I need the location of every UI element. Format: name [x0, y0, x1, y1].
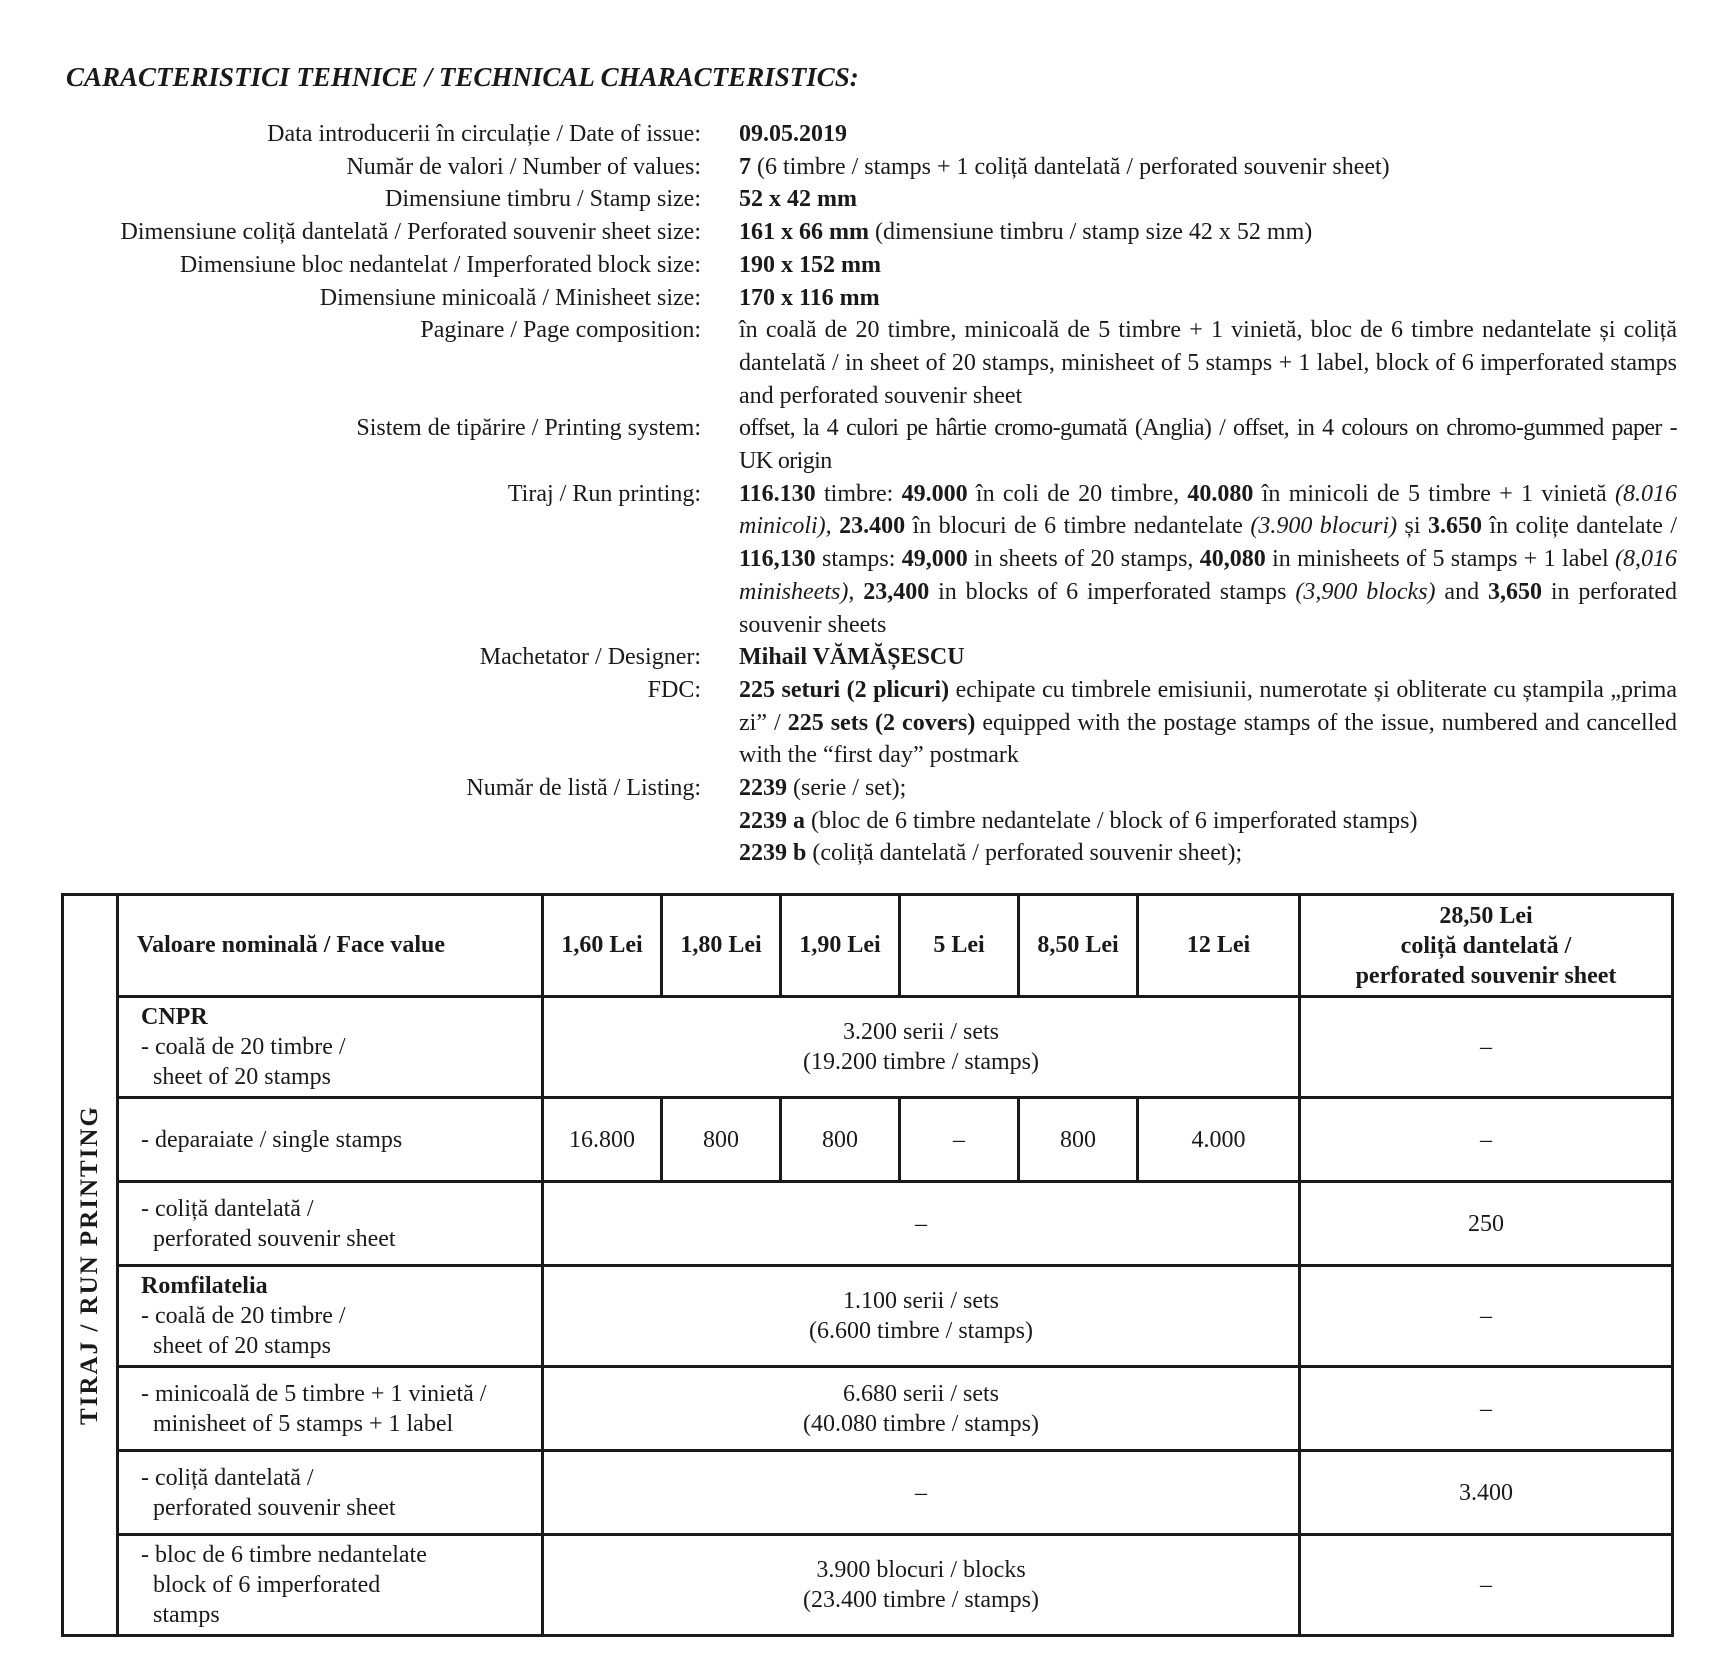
- table-row: [63, 1182, 1673, 1266]
- spec-value: [739, 118, 1677, 151]
- run-text: în colițe dantelate /: [1482, 513, 1677, 540]
- run-text: ,: [848, 578, 864, 605]
- face-value: 1,60 Lei: [543, 895, 662, 997]
- sheet-size-value: 161 x 66 mm: [739, 219, 869, 246]
- row-label: [118, 997, 543, 1098]
- face-value: 12 Lei: [1138, 895, 1300, 997]
- run-text: in minisheets of 5 stamps + 1 label: [1265, 546, 1616, 573]
- section-title: CARACTERISTICI TEHNICE / TECHNICAL CHARACTERISTICS:: [66, 62, 859, 92]
- run-note: (3.900 blocuri): [1250, 513, 1398, 540]
- face-value: 8,50 Lei: [1019, 895, 1138, 997]
- table-cell: –: [900, 1098, 1019, 1182]
- table-row: [63, 997, 1673, 1098]
- block-size-value: 190 x 152 mm: [739, 251, 881, 278]
- row-label-line: block of 6 imperforated: [153, 1572, 381, 1598]
- side-label: TIRAJ / RUN PRINTING: [76, 1105, 103, 1425]
- organization-name: CNPR: [141, 1004, 208, 1030]
- spec-label: Dimensiune minicoală / Minisheet size:: [319, 284, 701, 311]
- spec-row-designer: [40, 641, 1680, 674]
- fdc-text: echipate cu timbrele emisiunii, numerotate și obliterate cu ștampila „prima zi” /: [739, 676, 1677, 736]
- table-cell: –: [1300, 1535, 1673, 1636]
- table-row: [63, 1098, 1673, 1182]
- cell-line: (19.200 timbre / stamps): [803, 1049, 1039, 1075]
- run-text: stamps:: [815, 546, 902, 573]
- organization-name: Romfilatelia: [141, 1273, 268, 1299]
- listing-line: [739, 805, 1677, 838]
- spec-label: Data introducerii în circulație / Date of issue:: [267, 121, 701, 147]
- run-blocks-en: 23,400: [863, 578, 930, 605]
- run-minisheets-ro: 40.080: [1187, 480, 1254, 507]
- table-cell: [543, 1367, 1300, 1451]
- run-text: timbre:: [815, 480, 902, 507]
- run-blocks-ro: 23.400: [839, 513, 906, 540]
- spec-row-stamp-size: [40, 183, 1680, 216]
- run-text: in sheets of 20 stamps,: [967, 546, 1200, 573]
- run-note: (3,900 blocks): [1295, 578, 1436, 605]
- table-cell: 4.000: [1138, 1098, 1300, 1182]
- spec-label: Machetator / Designer:: [479, 644, 701, 671]
- row-label-line: sheet of 20 stamps: [153, 1333, 331, 1359]
- cell-line: (23.400 timbre / stamps): [803, 1587, 1039, 1613]
- spec-value: [739, 282, 1677, 315]
- spec-row-listing: [40, 772, 1680, 870]
- run-minisheets-en: 40,080: [1199, 546, 1266, 573]
- side-label-cell: [63, 895, 118, 1636]
- table-cell: –: [1300, 1266, 1673, 1367]
- table-cell: [543, 1266, 1300, 1367]
- run-text: in blocks of 6 imperforated stamps: [929, 578, 1296, 605]
- row-label: [118, 1098, 543, 1182]
- spec-value: [739, 151, 1677, 184]
- table-cell: –: [1300, 1098, 1673, 1182]
- spec-row-page-composition: [40, 314, 1680, 412]
- run-total-ro: 116.130: [739, 480, 816, 507]
- listing-text: (bloc de 6 timbre nedantelate / block of 6 imperforated stamps): [805, 807, 1418, 834]
- table-cell: 3.400: [1300, 1451, 1673, 1535]
- run-text: in perforated souvenir sheets: [739, 578, 1678, 638]
- listing-text: (coliță dantelată / perforated souvenir sheet);: [806, 840, 1243, 867]
- cell-line: 3.900 blocuri / blocks: [816, 1557, 1026, 1583]
- run-sheets-en: 49,000: [901, 546, 968, 573]
- spec-row-block-size: [40, 249, 1680, 282]
- spec-row-printing-system: [40, 412, 1680, 477]
- face-value: 5 Lei: [900, 895, 1019, 997]
- table-row: [63, 1367, 1673, 1451]
- table-row: [63, 1535, 1673, 1636]
- spec-label: Paginare / Page composition:: [420, 317, 701, 344]
- table-row: [63, 1266, 1673, 1367]
- spec-label: Număr de listă / Listing:: [466, 775, 701, 802]
- row-label-line: perforated souvenir sheet: [153, 1494, 396, 1521]
- row-label-line: - bloc de 6 timbre nedantelate: [141, 1542, 427, 1568]
- stamp-size-value: 52 x 42 mm: [739, 186, 857, 213]
- designer-name: Mihail VĂMĂȘESCU: [739, 644, 965, 671]
- cell-line: (6.600 timbre / stamps): [809, 1318, 1033, 1344]
- row-label-line: stamps: [153, 1602, 220, 1628]
- spec-row-fdc: [40, 674, 1680, 772]
- spec-label: Sistem de tipărire / Printing system:: [356, 415, 701, 442]
- header-line: perforated souvenir sheet: [1355, 962, 1617, 989]
- cell-line: 3.200 serii / sets: [843, 1019, 999, 1045]
- row-label: [118, 1266, 543, 1367]
- fdc-text: equipped with the postage stamps of the issue, numbered and cancelled with the “first day” postmark: [739, 709, 1678, 769]
- row-label-line: minisheet of 5 stamps + 1 label: [153, 1410, 454, 1437]
- spec-list: [40, 118, 1680, 870]
- page-composition-value: în coală de 20 timbre, minicoală de 5 timbre + 1 vinietă, bloc de 6 timbre nedantelate și coliță dantelată / in sheet of 20 stamps, minisheet of 5 stamps + 1 label, block of 6 imperforated stamps and perforated souvenir sheet: [739, 317, 1677, 409]
- row-label-line: - coliță dantelată /: [141, 1195, 314, 1222]
- header-line: coliță dantelată /: [1400, 932, 1572, 959]
- sheet-size-detail: (dimensiune timbru / stamp size 42 x 52 mm): [868, 219, 1313, 246]
- spec-value: [739, 216, 1677, 249]
- cell-line: 6.680 serii / sets: [843, 1380, 999, 1407]
- row-label: [118, 1535, 543, 1636]
- header-line: 28,50 Lei: [1439, 902, 1533, 929]
- cell-line: (40.080 timbre / stamps): [803, 1410, 1039, 1437]
- spec-row-minisheet-size: [40, 282, 1680, 315]
- table-cell: –: [1300, 1367, 1673, 1451]
- row-label-line: perforated souvenir sheet: [153, 1225, 396, 1252]
- fdc-sets-en: 225 sets (2 covers): [787, 709, 976, 736]
- row-label-line: - coală de 20 timbre /: [141, 1034, 346, 1060]
- values-detail: (6 timbre / stamps + 1 coliță dantelată / perforated souvenir sheet): [751, 153, 1390, 180]
- spec-row-sheet-size: [40, 216, 1680, 249]
- run-total-en: 116,130: [739, 546, 816, 573]
- spec-value: [739, 249, 1677, 282]
- cell-line: 1.100 serii / sets: [843, 1288, 999, 1314]
- run-note: (8.016 minicoli),: [739, 480, 1677, 540]
- run-souvenir-ro: 3.650: [1428, 513, 1482, 540]
- table-cell: 250: [1300, 1182, 1673, 1266]
- spec-label: FDC:: [647, 676, 701, 703]
- spec-label: Dimensiune coliță dantelată / Perforated souvenir sheet size:: [120, 219, 701, 246]
- date-value: 09.05.2019: [739, 121, 847, 147]
- table-cell: [543, 997, 1300, 1098]
- row-label-line: - coală de 20 timbre /: [141, 1303, 346, 1329]
- row-label: [118, 1451, 543, 1535]
- values-count: 7: [739, 153, 751, 180]
- run-printing-table: [61, 893, 1674, 1637]
- face-value: 1,80 Lei: [662, 895, 781, 997]
- row-label-line: - coliță dantelată /: [141, 1464, 314, 1491]
- run-text: și: [1397, 513, 1428, 540]
- row-label-line: - minicoală de 5 timbre + 1 vinietă /: [141, 1380, 487, 1407]
- table-cell: –: [1300, 997, 1673, 1098]
- row-label: [118, 1367, 543, 1451]
- run-printing-value: [739, 478, 1677, 642]
- listing-number: 2239: [739, 775, 787, 802]
- table-cell: 800: [781, 1098, 900, 1182]
- table-cell: –: [543, 1182, 1300, 1266]
- listing-line: [739, 772, 1677, 805]
- row-label: [118, 1182, 543, 1266]
- spec-label: Număr de valori / Number of values:: [346, 153, 701, 180]
- fdc-sets-ro: 225 seturi (2 plicuri): [739, 676, 950, 703]
- table-cell: 800: [1019, 1098, 1138, 1182]
- run-text: în blocuri de 6 timbre nedantelate: [905, 513, 1251, 540]
- table-cell: [543, 1535, 1300, 1636]
- run-text: în minicoli de 5 timbre + 1 vinietă: [1253, 480, 1615, 507]
- souvenir-sheet-header: [1300, 895, 1673, 997]
- row-label-line: sheet of 20 stamps: [153, 1064, 331, 1090]
- spec-value: [739, 183, 1677, 216]
- spec-value: [739, 641, 1677, 674]
- run-souvenir-en: 3,650: [1487, 578, 1542, 605]
- listing-number: 2239 b: [739, 840, 807, 867]
- face-value-header: Valoare nominală / Face value: [118, 895, 543, 997]
- row-label-line: - deparaiate / single stamps: [141, 1126, 403, 1153]
- table-header-row: [63, 895, 1673, 997]
- table-row: [63, 1451, 1673, 1535]
- fdc-value: [739, 674, 1677, 772]
- spec-row-run-printing: [40, 478, 1680, 642]
- run-text: în coli de 20 timbre,: [967, 480, 1188, 507]
- run-sheets-ro: 49.000: [901, 480, 968, 507]
- table-cell: –: [543, 1451, 1300, 1535]
- minisheet-size-value: 170 x 116 mm: [739, 284, 880, 311]
- table-cell: 16.800: [543, 1098, 662, 1182]
- spec-label: Dimensiune bloc nedantelat / Imperforated block size:: [179, 251, 701, 278]
- printing-system-value: offset, la 4 culori pe hârtie cromo-gumată (Anglia) / offset, in 4 colours on chromo-gummed paper - UK origin: [739, 415, 1677, 475]
- spec-row-values: [40, 151, 1680, 184]
- run-note: (8,016 minisheets): [739, 546, 1678, 605]
- listing-number: 2239 a: [739, 807, 805, 834]
- listing-text: (serie / set);: [787, 775, 907, 802]
- run-text: and: [1435, 578, 1488, 605]
- listing-line: [739, 837, 1677, 870]
- face-value: 1,90 Lei: [781, 895, 900, 997]
- listing-value: [739, 772, 1677, 870]
- spec-label: Tiraj / Run printing:: [507, 480, 701, 507]
- spec-label: Dimensiune timbru / Stamp size:: [385, 186, 701, 213]
- spec-row-date: [40, 118, 1680, 151]
- table-cell: 800: [662, 1098, 781, 1182]
- run-text: [832, 513, 839, 539]
